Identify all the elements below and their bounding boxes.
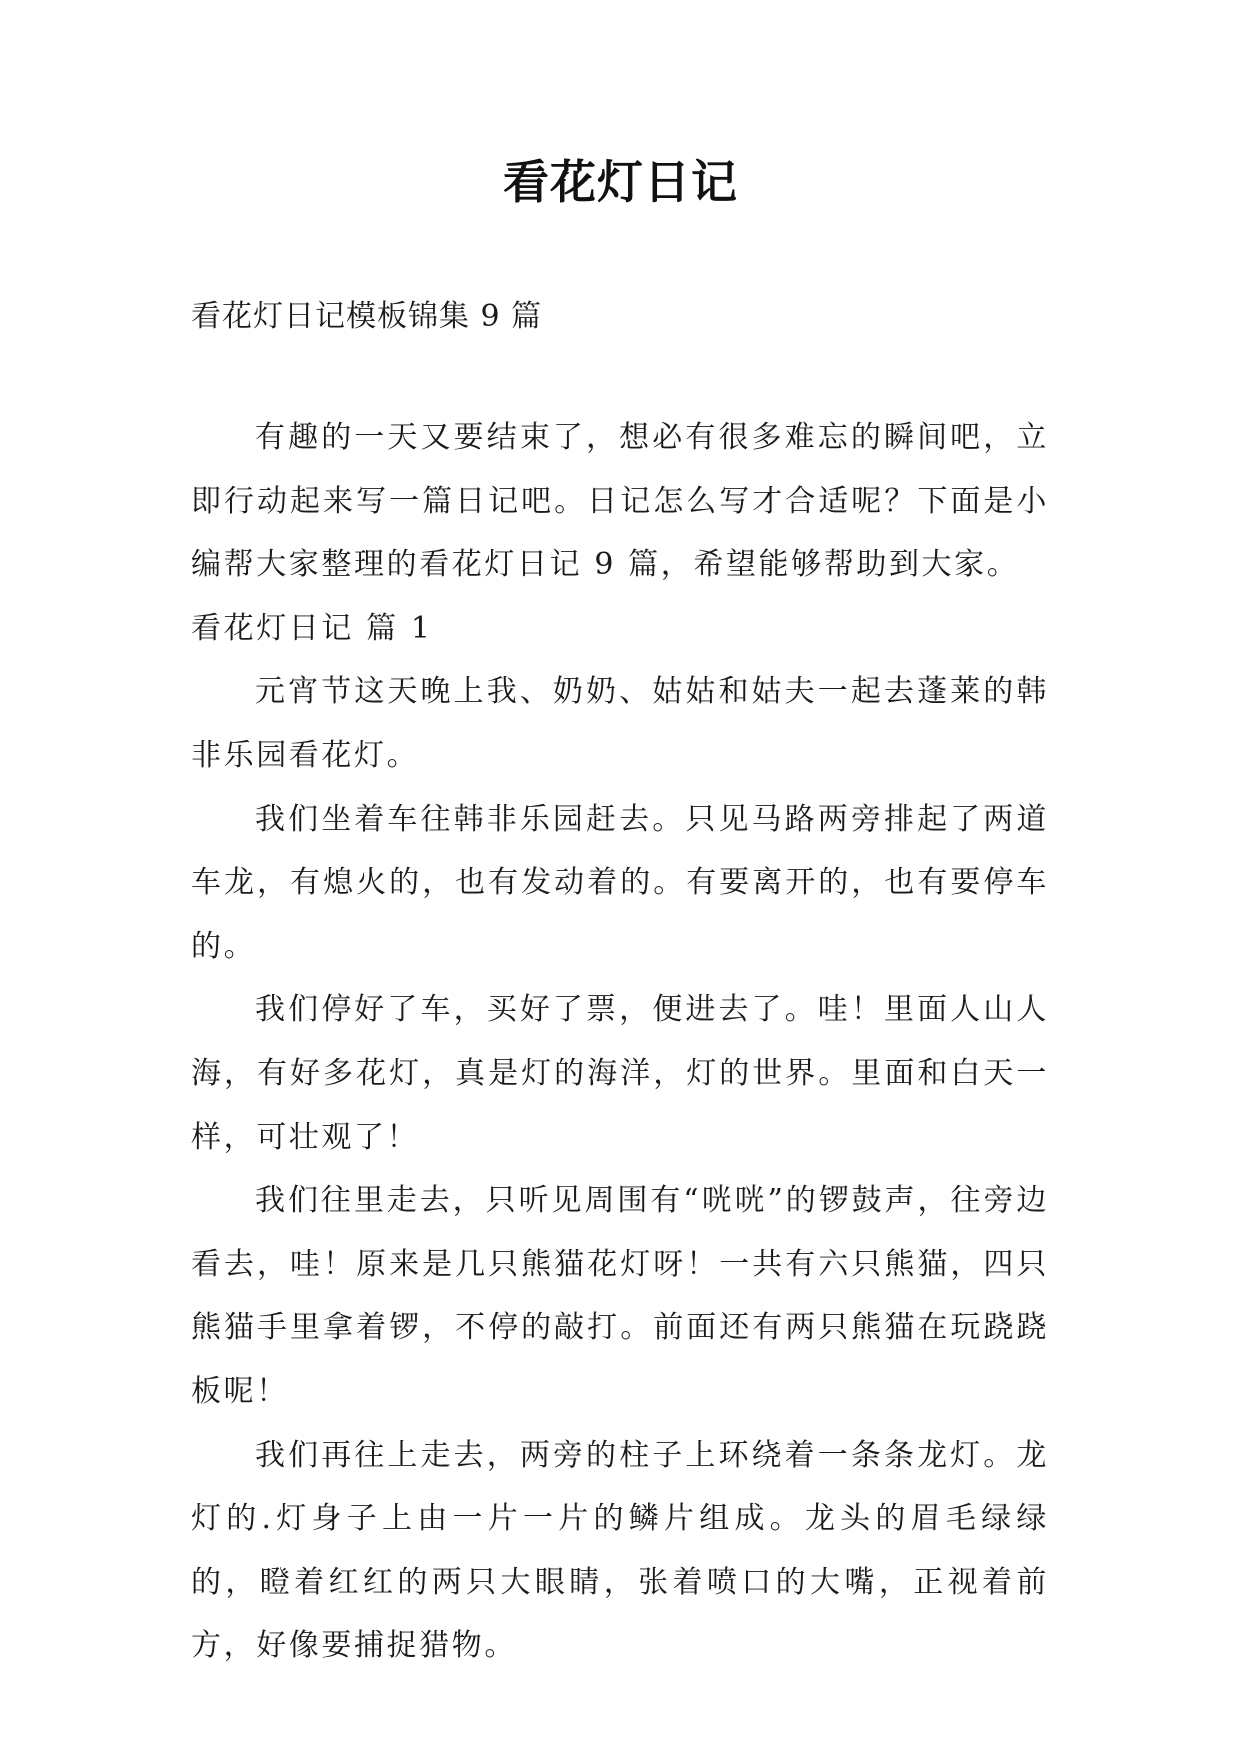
document-body: [191, 406, 1049, 1678]
body-paragraph-4: 我们往里走去，只听见周围有“咣咣”的锣鼓声，往旁边看去，哇！原来是几只熊猫花灯呀！一共有六只熊猫，四只熊猫手里拿着锣，不停的敲打。前面还有两只熊猫在玩跷跷板呢！: [191, 1183, 1049, 1409]
section-heading: 看花灯日记 篇 1: [191, 610, 433, 646]
body-paragraph-1: 元宵节这天晚上我、奶奶、姑姑和姑夫一起去蓬莱的韩非乐园看花灯。: [191, 674, 1049, 773]
body-paragraph-3: 我们停好了车，买好了票，便进去了。哇！里面人山人海，有好多花灯，真是灯的海洋，灯的世界。里面和白天一样，可壮观了！: [191, 992, 1049, 1155]
intro-paragraph: 有趣的一天又要结束了，想必有很多难忘的瞬间吧，立即行动起来写一篇日记吧。日记怎么写才合适呢？下面是小编帮大家整理的看花灯日记 9 篇，希望能够帮助到大家。: [191, 420, 1049, 583]
document-title: 看花灯日记: [503, 155, 738, 209]
body-paragraph-5: 我们再往上走去，两旁的柱子上环绕着一条条龙灯。龙灯的.灯身子上由一片一片的鳞片组成。龙头的眉毛绿绿的，瞪着红红的两只大眼睛，张着喷口的大嘴，正视着前方，好像要捕捉猎物。: [191, 1437, 1049, 1664]
body-paragraph-2: 我们坐着车往韩非乐园赶去。只见马路两旁排起了两道车龙，有熄火的，也有发动着的。有要离开的，也有要停车的。: [191, 801, 1049, 964]
document-subtitle: 看花灯日记模板锦集 9 篇: [191, 299, 543, 334]
